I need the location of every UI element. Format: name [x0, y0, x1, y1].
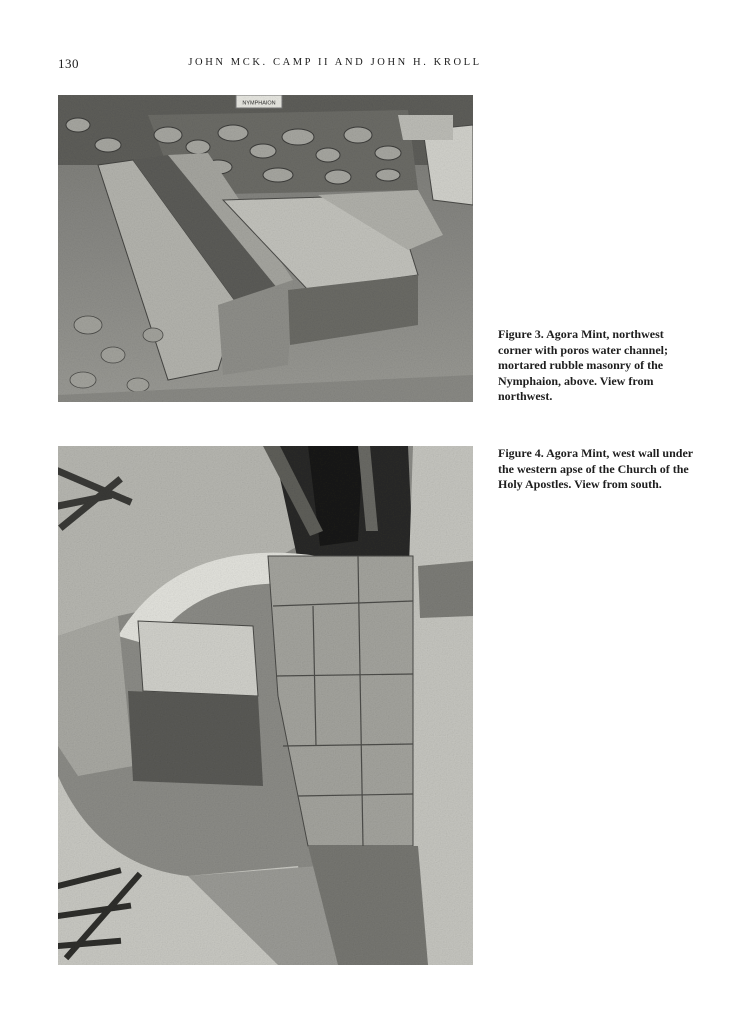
- nymphaion-label: NYMPHAION: [242, 100, 276, 107]
- figure-3-caption: Figure 3. Agora Mint, northwest corner with poros water channel; mortared rubble masonry of the Nymphaion, above. View from northwest.: [498, 327, 668, 404]
- figure-3-photo: [58, 95, 473, 402]
- figure-4-caption: Figure 4. Agora Mint, west wall under the western apse of the Church of the Holy Apostles. View from south.: [498, 446, 693, 492]
- running-head: JOHN MCK. CAMP II AND JOHN H. KROLL: [188, 57, 482, 68]
- figure-3-image: [58, 95, 473, 402]
- figure-4-image: [58, 446, 473, 965]
- figure-4-photo: [58, 446, 473, 965]
- page-number: 130: [58, 56, 79, 71]
